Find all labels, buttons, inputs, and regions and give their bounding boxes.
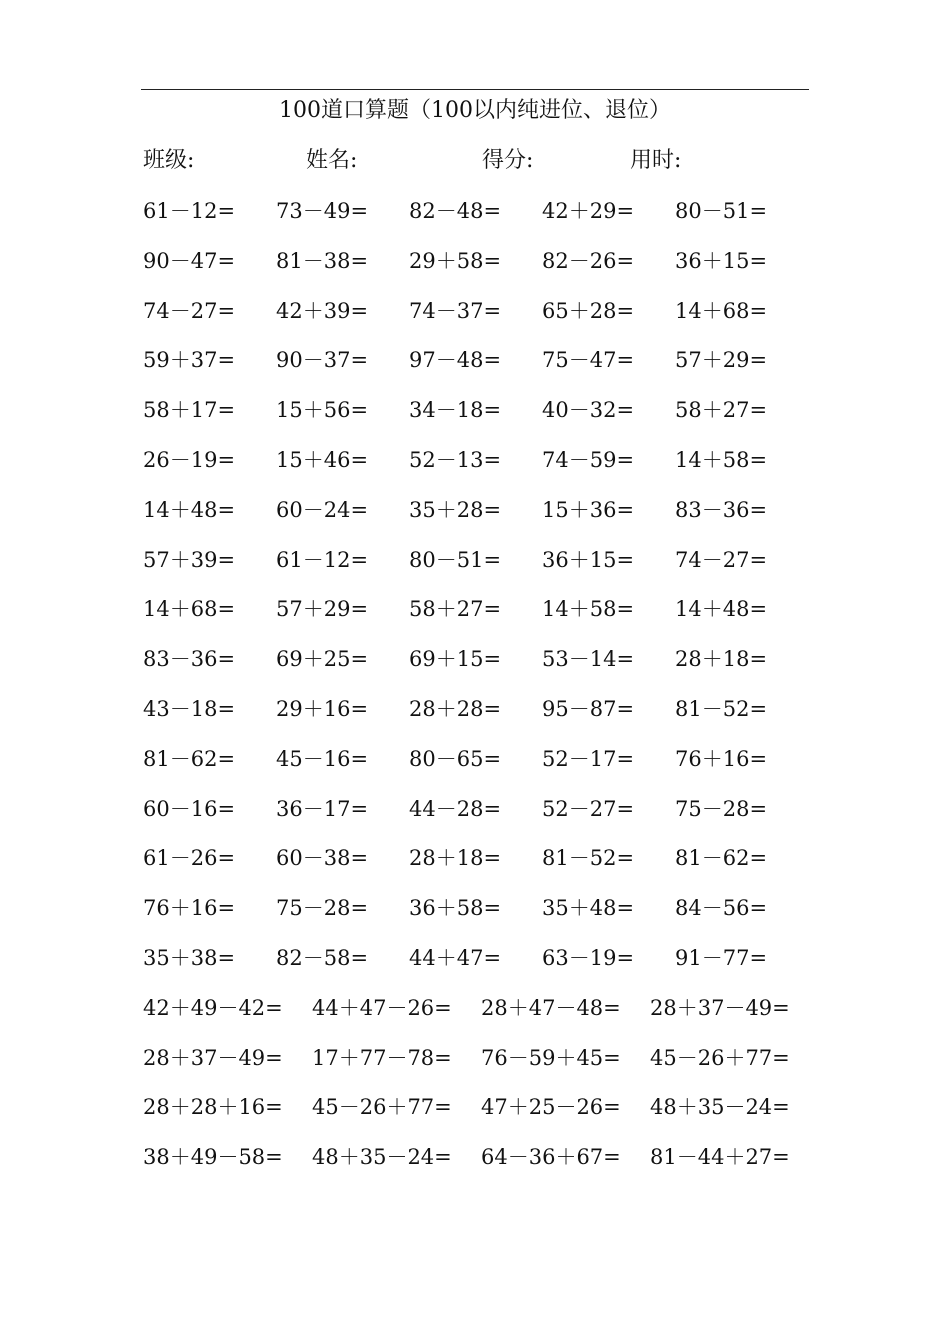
problem-cell: 74－37=: [409, 298, 502, 323]
problem-cell: 74－27=: [143, 298, 236, 323]
problem-row: [0, 893, 950, 923]
problem-cell: 42＋39=: [276, 298, 369, 323]
problem-cell: 64－36＋67=: [481, 1145, 621, 1170]
problem-cell: 74－27=: [675, 547, 768, 572]
problem-cell: 14＋58=: [675, 448, 768, 472]
problem-row: [0, 943, 950, 973]
problem-cell: 58＋27=: [675, 398, 768, 423]
problem-cell: 36－17=: [276, 796, 369, 821]
problem-cell: 57＋39=: [143, 547, 236, 572]
problem-cell: 45－26＋77=: [312, 1095, 452, 1120]
problem-row: [0, 1043, 950, 1073]
problem-cell: 90－47=: [143, 248, 236, 273]
problem-cell: 45－16=: [276, 746, 369, 771]
problem-cell: 59＋37=: [143, 348, 236, 373]
problem-row: [0, 744, 950, 774]
problem-cell: 60－16=: [143, 796, 236, 821]
problem-cell: 60－24=: [276, 497, 369, 522]
problem-cell: 35＋38=: [143, 946, 236, 970]
problem-cell: 61－26=: [143, 846, 236, 871]
problem-cell: 28＋47－48=: [481, 995, 621, 1020]
problem-cell: 29＋58=: [409, 248, 502, 273]
problem-cell: 40－32=: [542, 398, 635, 423]
problem-row: [0, 993, 950, 1023]
problem-cell: 60－38=: [276, 846, 369, 871]
problem-cell: 61－12=: [143, 199, 236, 223]
problem-row: [0, 246, 950, 276]
problem-cell: 15＋56=: [276, 398, 369, 423]
problem-cell: 69＋25=: [276, 647, 369, 672]
problem-cell: 35＋28=: [409, 497, 502, 522]
problem-cell: 43－18=: [143, 697, 236, 721]
problem-cell: 15＋36=: [542, 497, 635, 522]
problem-cell: 75－47=: [542, 348, 635, 373]
problem-cell: 82－26=: [542, 248, 635, 273]
problem-cell: 36＋58=: [409, 896, 502, 921]
problem-cell: 91－77=: [675, 946, 768, 970]
problem-cell: 17＋77－78=: [312, 1045, 452, 1070]
problem-cell: 14＋58=: [542, 597, 635, 622]
problem-cell: 80－51=: [409, 547, 502, 572]
problem-cell: 14＋48=: [143, 497, 236, 522]
problem-cell: 35＋48=: [542, 896, 635, 921]
problem-cell: 44－28=: [409, 796, 502, 821]
problem-cell: 83－36=: [143, 647, 236, 672]
name-label: 姓名:: [306, 148, 358, 173]
problem-cell: 81－52=: [675, 697, 768, 721]
problem-cell: 80－65=: [409, 746, 502, 771]
problem-cell: 57＋29=: [276, 597, 369, 622]
problem-cell: 52－27=: [542, 796, 635, 821]
top-rule: [141, 89, 809, 90]
problem-cell: 14＋48=: [675, 597, 768, 622]
problem-cell: 65＋28=: [542, 298, 635, 323]
problem-cell: 42＋49－42=: [143, 995, 283, 1020]
problem-row: [0, 843, 950, 873]
problem-row: [0, 345, 950, 375]
problem-cell: 36＋15=: [675, 248, 768, 273]
problem-row: [0, 694, 950, 724]
problem-cell: 28＋37－49=: [650, 995, 790, 1020]
class-label: 班级:: [143, 148, 195, 173]
problem-cell: 58＋27=: [409, 597, 502, 622]
problem-cell: 14＋68=: [143, 597, 236, 622]
problem-cell: 81－62=: [675, 846, 768, 871]
problem-cell: 63－19=: [542, 946, 635, 970]
problem-cell: 82－58=: [276, 946, 369, 970]
problem-row: [0, 644, 950, 674]
problem-row: [0, 794, 950, 824]
problem-cell: 44＋47=: [409, 946, 502, 970]
problem-cell: 76＋16=: [143, 896, 236, 921]
problem-cell: 81－44＋27=: [650, 1145, 790, 1170]
problem-cell: 15＋46=: [276, 448, 369, 472]
problem-cell: 53－14=: [542, 647, 635, 672]
problem-cell: 75－28=: [276, 896, 369, 921]
problem-cell: 26－19=: [143, 448, 236, 472]
score-label: 得分:: [482, 148, 534, 173]
problem-cell: 28＋28=: [409, 697, 502, 721]
problem-cell: 73－49=: [276, 199, 369, 223]
problem-row: [0, 1092, 950, 1122]
problem-cell: 28＋28＋16=: [143, 1095, 283, 1120]
problem-cell: 44＋47－26=: [312, 995, 452, 1020]
problem-cell: 52－17=: [542, 746, 635, 771]
problem-row: [0, 545, 950, 575]
problem-cell: 34－18=: [409, 398, 502, 423]
problem-row: [0, 196, 950, 226]
problem-row: [0, 1142, 950, 1172]
problem-cell: 84－56=: [675, 896, 768, 921]
problem-cell: 90－37=: [276, 348, 369, 373]
problem-cell: 45－26＋77=: [650, 1045, 790, 1070]
problem-cell: 48＋35－24=: [650, 1095, 790, 1120]
problem-cell: 52－13=: [409, 448, 502, 472]
time-label: 用时:: [630, 148, 682, 173]
problem-cell: 80－51=: [675, 199, 768, 223]
problem-cell: 61－12=: [276, 547, 369, 572]
problem-cell: 69＋15=: [409, 647, 502, 672]
page-title: 100道口算题（100以内纯进位、退位）: [279, 98, 671, 123]
problem-cell: 28＋18=: [409, 846, 502, 871]
problem-cell: 58＋17=: [143, 398, 236, 423]
problem-cell: 82－48=: [409, 199, 502, 223]
problem-cell: 81－62=: [143, 746, 236, 771]
problem-cell: 42＋29=: [542, 199, 635, 223]
problem-cell: 83－36=: [675, 497, 768, 522]
problem-cell: 97－48=: [409, 348, 502, 373]
problem-cell: 57＋29=: [675, 348, 768, 373]
problem-row: [0, 296, 950, 326]
problem-cell: 38＋49－58=: [143, 1145, 283, 1170]
problem-cell: 76－59＋45=: [481, 1045, 621, 1070]
problem-cell: 76＋16=: [675, 746, 768, 771]
problem-cell: 28＋37－49=: [143, 1045, 283, 1070]
problem-cell: 36＋15=: [542, 547, 635, 572]
problem-cell: 75－28=: [675, 796, 768, 821]
problem-cell: 81－38=: [276, 248, 369, 273]
problem-row: [0, 495, 950, 525]
problem-cell: 14＋68=: [675, 298, 768, 323]
problem-cell: 95－87=: [542, 697, 635, 721]
problem-cell: 28＋18=: [675, 647, 768, 672]
problem-row: [0, 594, 950, 624]
problem-row: [0, 395, 950, 425]
problem-cell: 74－59=: [542, 448, 635, 472]
problem-cell: 81－52=: [542, 846, 635, 871]
problem-cell: 29＋16=: [276, 697, 369, 721]
problem-row: [0, 445, 950, 475]
problem-cell: 48＋35－24=: [312, 1145, 452, 1170]
problem-cell: 47＋25－26=: [481, 1095, 621, 1120]
